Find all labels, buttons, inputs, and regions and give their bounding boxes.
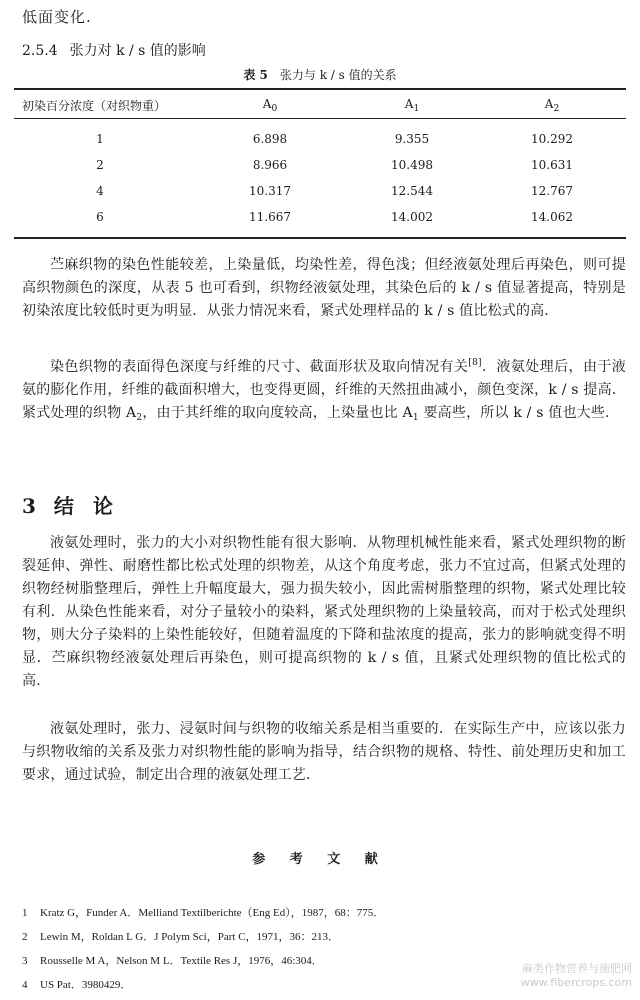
table-cell: 10.631 bbox=[531, 158, 573, 172]
table-header-a2: $A_2$ bbox=[544, 97, 560, 114]
chapter-heading bbox=[22, 490, 119, 519]
table-cell: 14.062 bbox=[531, 210, 573, 224]
section-title: 张力对 k / s 值的影响 bbox=[69, 43, 206, 59]
body-paragraph-dyeing: 苎麻织物的染色性能较差，上染量低，均染性差，得色浅；但经液氨处理后再染色，则可提高织物颜色的深度，从表 5 也可看到，织物经液氨处理，其染色后的 k / s 值显著提高，特别是初染浓度比较低时更为明显．从张力情况来看，紧式处理样品的 k / s 值比松式的高． bbox=[22, 257, 626, 319]
table-title: 张力与 k / s 值的关系 bbox=[279, 68, 397, 82]
table-cell: 6.898 bbox=[252, 132, 288, 146]
citation: [8] bbox=[468, 358, 482, 368]
reference-item: 1 Kratz G，Funder A．Melliand Textilberichte（Eng Ed），1987，68：775． bbox=[22, 907, 385, 919]
table-cell: 14.002 bbox=[391, 210, 433, 224]
table-header-a1: $A_1$ bbox=[404, 97, 420, 114]
table-cell: 10.317 bbox=[249, 184, 291, 198]
table-cell: 10.292 bbox=[531, 132, 573, 146]
table-bottom-rule bbox=[14, 237, 626, 239]
conclusion-paragraph-2: 液氨处理时，张力、浸氨时间与织物的收缩关系是相当重要的．在实际生产中，应该以张力与织物收缩的关系及张力对织物性能的影响为指导，结合织物的规格、特性、前处理历史和加工要求，通过试验，制定出合理的液氨处理工艺． bbox=[22, 721, 626, 783]
body-paragraph-fiber: 染色织物的表面得色深度与纤维的尺寸、截面形状及取向情况有关[8]．液氨处理后，由于液氨的膨化作用，纤维的截面积增大，也变得更圆，纤维的天然扭曲减小，颜色变深，k / s 提高．紧式处理的织物 $A_2$，由于其纤维的取向度较高，上染量也比 $A_1$ 要高些，所以 k / s 值也大些． bbox=[22, 358, 626, 423]
reference-item: 2 Lewin M，Roldan L G．J Polym Sci，Part C，1971，36：213． bbox=[22, 931, 340, 943]
table-label: 表 5 bbox=[243, 68, 268, 82]
chapter-title: 结 论 bbox=[53, 494, 119, 518]
table-header-concentration: 初染百分浓度（对织物重） bbox=[22, 99, 167, 113]
previous-page-tail: 低面变化. bbox=[22, 8, 92, 26]
table-cell: 9.355 bbox=[394, 132, 430, 146]
section-heading bbox=[22, 40, 206, 60]
table-cell: 6 bbox=[96, 210, 104, 224]
table-cell: 8.966 bbox=[252, 158, 288, 172]
table-cell: 12.767 bbox=[531, 184, 573, 198]
site-watermark: 麻类作物营养与施肥网 www.fibercrops.com bbox=[520, 962, 632, 989]
reference-item: 4 US Pat．3980429． bbox=[22, 979, 132, 991]
table-cell: 11.667 bbox=[249, 210, 291, 224]
table-cell: 10.498 bbox=[391, 158, 433, 172]
table-cell: 12.544 bbox=[391, 184, 433, 198]
references-heading: 参 考 文 献 bbox=[252, 852, 388, 867]
table-caption bbox=[0, 66, 640, 83]
reference-item: 3 Rousselle M A，Nelson M L．Textile Res J，1976，46:304． bbox=[22, 955, 323, 967]
conclusion-paragraph-1: 液氨处理时，张力的大小对织物性能有很大影响．从物理机械性能来看，紧式处理织物的断裂延伸、弹性、耐磨性都比松式处理的织物差，从这个角度考虑，张力不宜过高，但紧式处理的织物经树脂整理后，弹性上升幅度最大，强力损失较小，因此需树脂整理的织物，紧式处理比较有利．从染色性能来看，对分子量较小的染料，紧式处理织物的上染量较高，而对于松式处理织物，则大分子染料的上染性能较好，但随着温度的下降和盐浓度的提高，张力的影响就变得不明显．苎麻织物经液氨处理后再染色，则可提高织物的 k / s 值，且紧式处理织物的值比松式的高． bbox=[22, 535, 626, 689]
chapter-number: 3 bbox=[22, 494, 42, 518]
table-top-rule bbox=[14, 88, 626, 90]
table-cell: 1 bbox=[96, 132, 104, 146]
table-header-rule bbox=[14, 118, 626, 119]
table-header-a0: $A_0$ bbox=[262, 97, 278, 114]
section-number: 2.5.4 bbox=[22, 43, 58, 59]
table-cell: 2 bbox=[96, 158, 104, 172]
table-cell: 4 bbox=[96, 184, 104, 198]
